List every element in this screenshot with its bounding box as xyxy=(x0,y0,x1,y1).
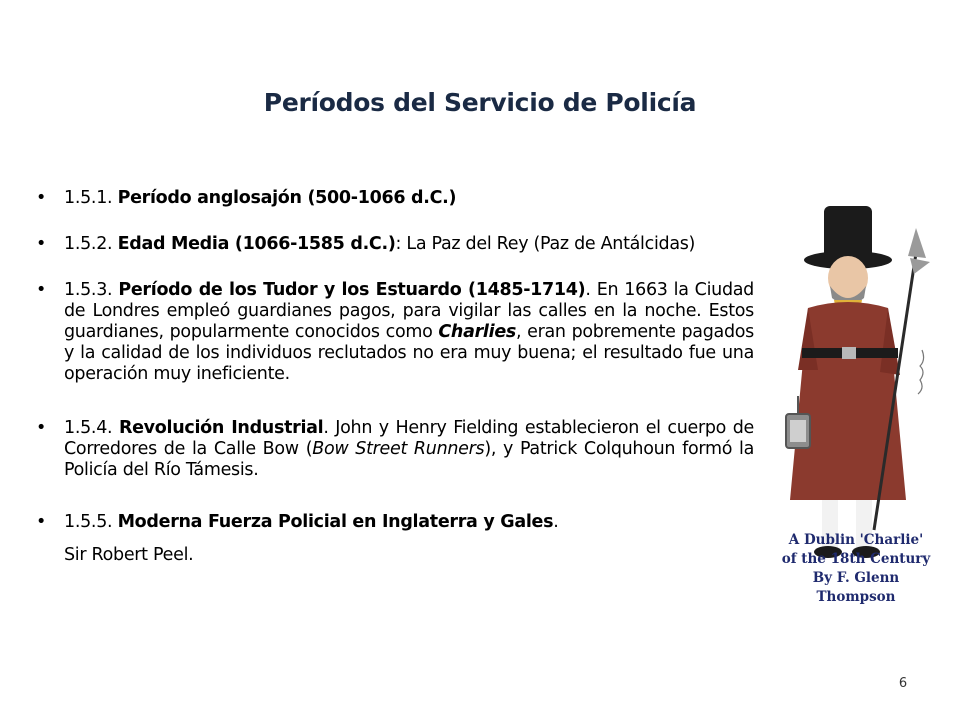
item-heading: Período anglosajón (500-1066 d.C.) xyxy=(117,188,457,208)
item-subline: Sir Robert Peel. xyxy=(64,545,194,565)
item-number: 1.5.4. xyxy=(64,418,119,438)
list-item xyxy=(36,188,754,209)
item-text: , eran pobremente pagados y la calidad de los individuos reclutados no era muy buena; el resultado fue una operación muy ineficiente. xyxy=(64,322,754,384)
list-item xyxy=(36,280,754,385)
item-text: . John y Henry Fielding establecieron el cuerpo de Corredores de la Calle Bow ( xyxy=(64,418,754,459)
item-text: . xyxy=(553,512,559,532)
item-text: : La Paz del Rey (Paz de Antálcidas) xyxy=(395,234,696,254)
list-item xyxy=(36,234,754,255)
bullet-icon: • xyxy=(36,188,47,208)
item-heading: Revolución Industrial xyxy=(118,418,324,438)
bullet-icon: • xyxy=(36,512,47,532)
bullet-icon: • xyxy=(36,234,47,254)
caption-line: By F. Glenn Thompson xyxy=(812,570,900,605)
item-italic-term: Bow Street Runners xyxy=(312,439,485,459)
list-item xyxy=(36,418,754,481)
slide-title: Períodos del Servicio de Policía xyxy=(263,88,697,117)
item-number: 1.5.1. xyxy=(64,188,118,208)
bullet-icon: • xyxy=(36,280,47,300)
bullet-list xyxy=(36,188,754,566)
item-heading: Moderna Fuerza Policial en Inglaterra y Gales xyxy=(117,512,554,532)
image-caption xyxy=(778,531,934,605)
item-text: . En 1663 la Ciudad de Londres empleó guardianes pagos, para vigilar las calles en la noche. Estos guardianes, popularmente conocidos como xyxy=(64,280,754,342)
caption-line: A Dublin 'Charlie' xyxy=(788,532,924,548)
item-italic-term: Charlies xyxy=(438,322,516,342)
item-number: 1.5.3. xyxy=(64,280,119,300)
list-item xyxy=(36,512,754,566)
item-heading: Edad Media (1066-1585 d.C.) xyxy=(117,234,396,254)
bullet-icon: • xyxy=(36,418,47,438)
page-number: 6 xyxy=(898,676,908,691)
item-number: 1.5.2. xyxy=(64,234,118,254)
item-text: ), y Patrick Colquhoun formó la Policía del Río Támesis. xyxy=(64,439,754,480)
item-heading: Período de los Tudor y los Estuardo (1485-1714) xyxy=(118,280,586,300)
caption-line: of the 18th Century xyxy=(781,551,931,567)
item-number: 1.5.5. xyxy=(64,512,118,532)
